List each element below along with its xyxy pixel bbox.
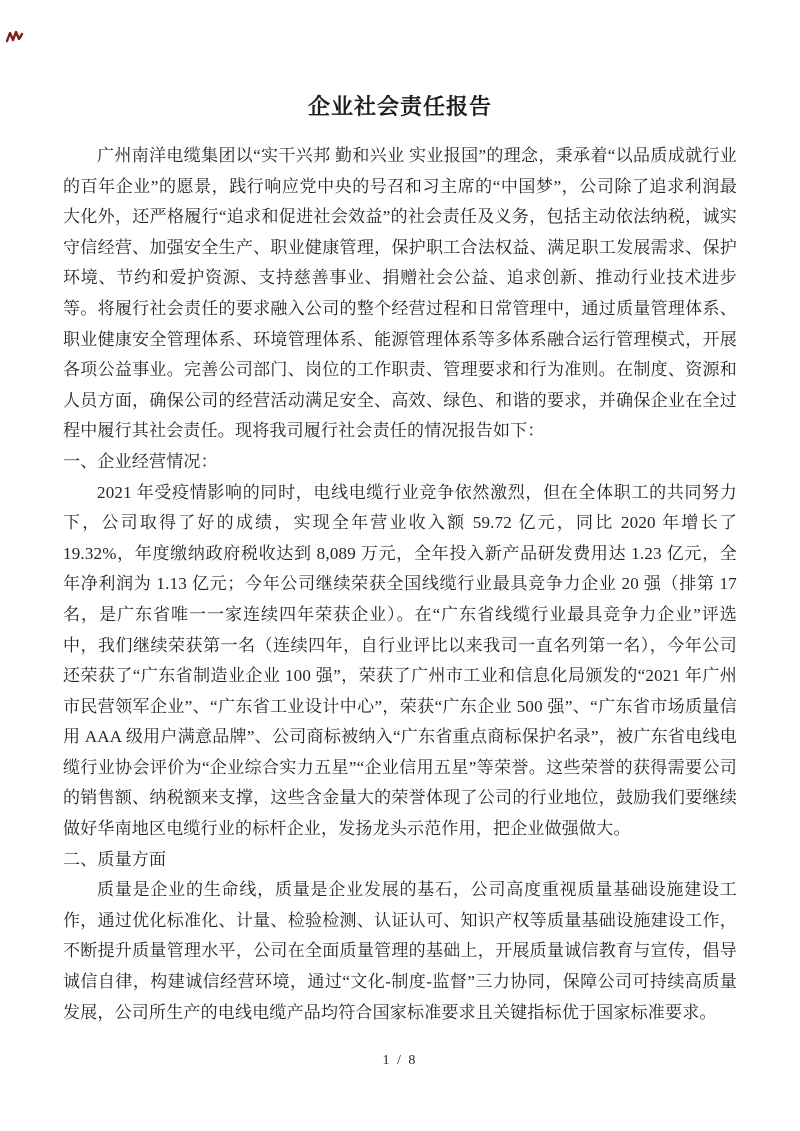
document-content: [63, 0, 737, 1028]
document-body: [63, 141, 737, 1028]
document-title: 企业社会责任报告: [307, 94, 492, 119]
paragraph-quality: 质量是企业的生命线，质量是企业发展的基石，公司高度重视质量基础设施建设工作，通过优化标准化、计量、检验检测、认证认可、知识产权等质量基础设施建设工作，不断提升质量管理水平，公司在全面质量管理的基础上，开展质量诚信教育与宣传，倡导诚信自律，构建诚信经营环境，通过“文化-制度-监督”三力协同，保障公司可持续高质量发展，公司所生产的电线电缆产品均符合国家标准要求且关键指标优于国家标准要求。: [63, 880, 737, 1022]
corner-scribble-mark: [6, 29, 24, 47]
paragraph-intro: 广州南洋电缆集团以“实干兴邦 勤和兴业 实业报国”的理念，秉承着“以品质成就行业的百年企业”的愿景，践行响应党中央的号召和习主席的“中国梦”，公司除了追求利润最大化外，还严格履行“追求和促进社会效益”的社会责任及义务，包括主动依法纳税，诚实守信经营、加强安全生产、职业健康管理，保护职工合法权益、满足职工发展需求、保护环境、节约和爱护资源、支持慈善事业、捐赠社会公益、追求创新、推动行业技术进步等。将履行社会责任的要求融入公司的整个经营过程和日常管理中，通过质量管理体系、职业健康安全管理体系、环境管理体系、能源管理体系等多体系融合运行管理模式，开展各项公益事业。完善公司部门、岗位的工作职责、管理要求和行为准则。在制度、资源和人员方面，确保公司的经营活动满足安全、高效、绿色、和谐的要求，并确保企业在全过程中履行其社会责任。现将我司履行社会责任的情况报告如下：: [63, 146, 737, 441]
paragraph-business-status: 2021 年受疫情影响的同时，电线电缆行业竞争依然激烈，但在全体职工的共同努力下，公司取得了好的成绩，实现全年营业收入额 59.72 亿元，同比 2020 年增长了 19.32%，年度缴纳政府税收达到 8,089 万元，全年投入新产品研发费用达 1.23 亿元，全年净利润为 1.13 亿元；今年公司继续荣获全国线缆行业最具竞争力企业 20 强（排第 17 名，是广东省唯一一家连续四年荣获企业）。在“广东省线缆行业最具竞争力企业”评选中，我们继续荣获第一名（连续四年，自行业评比以来我司一直名列第一名），今年公司还荣获了“广东省制造业企业 100 强”，荣获了广州市工业和信息化局颁发的“2021 年广州市民营领军企业”、“广东省工业设计中心”，荣获“广东企业 500 强”、“广东省市场质量信用 AAA 级用户满意品牌”、公司商标被纳入“广东省重点商标保护名录”，被广东省电线电缆行业协会评价为“企业综合实力五星”“企业信用五星”等荣誉。这些荣誉的获得需要公司的销售额、纳税额来支撑，这些含金量大的荣誉体现了公司的行业地位，鼓励我们要继续做好华南地区电缆行业的标杆企业，发扬龙头示范作用，把企业做强做大。: [63, 482, 737, 839]
section-heading-business-status: 一、企业经营情况：: [63, 451, 218, 471]
section-heading-quality: 二、质量方面: [63, 849, 167, 869]
page-number-indicator: 1 / 8: [382, 1053, 418, 1068]
